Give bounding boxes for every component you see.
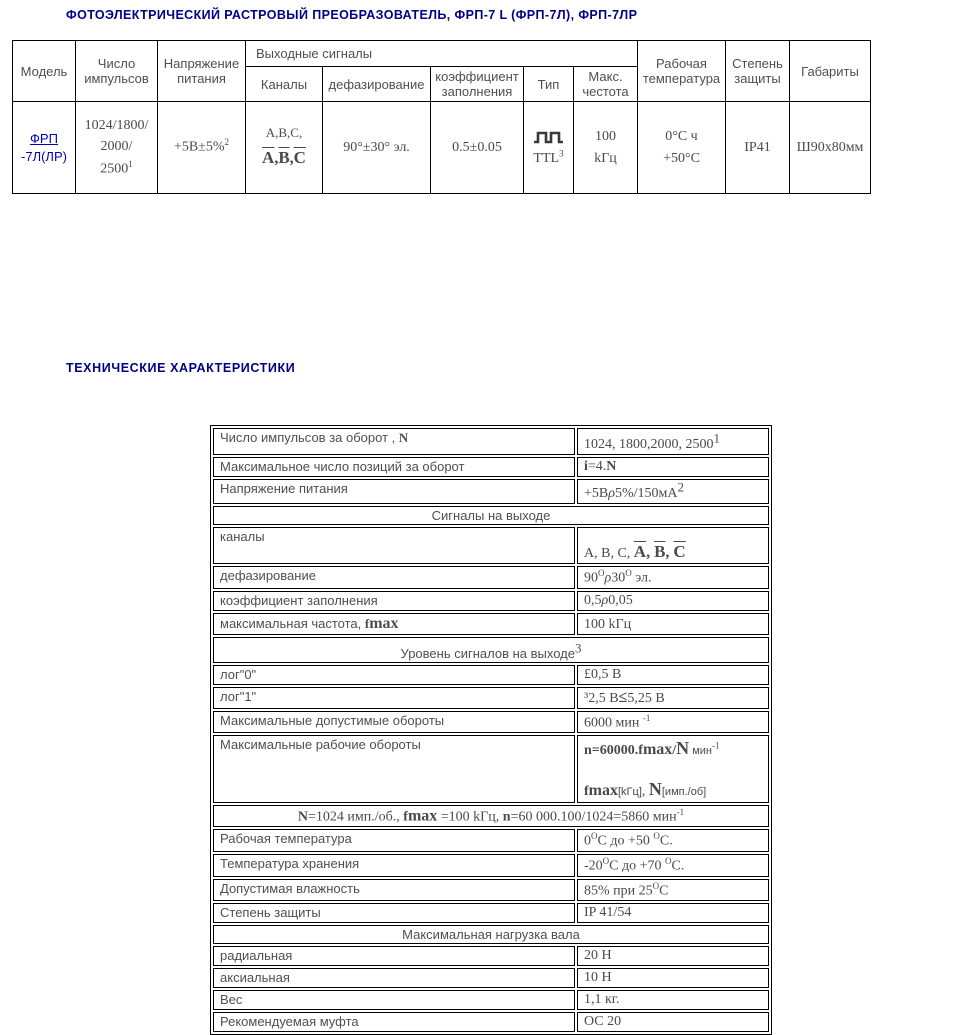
spec-value: ³2,5 В≤5,25 В: [577, 687, 769, 709]
spec-label: коэффициент заполнения: [213, 591, 575, 611]
header-duty-cycle: коэффициент заполнения: [431, 67, 524, 102]
spec-label: лог"1": [213, 687, 575, 709]
tech-row: [213, 925, 769, 944]
spec-label: Напряжение питания: [213, 479, 575, 504]
header-dephasing: дефазирование: [323, 67, 431, 102]
spec-value: n=60000.fmax/N мин$^{-1}$ fmax[kГц], N[имп./об]: [577, 735, 769, 803]
tech-row: [213, 854, 769, 877]
spec-label: Число импульсов за оборот , N: [213, 428, 575, 455]
tech-row: [213, 990, 769, 1010]
spec-value: $-20^OC$ до +70 $^O$C.: [577, 854, 769, 877]
spec-value: 10 Н: [577, 968, 769, 988]
header-model: Модель: [13, 41, 76, 102]
spec-value: 1024, 1800,2000, 25001: [577, 428, 769, 455]
spec-label: Максимальные рабочие обороты: [213, 735, 575, 803]
tech-row: [213, 527, 769, 564]
spec-label: Допустимая влажность: [213, 879, 575, 902]
tech-row: [213, 968, 769, 988]
spec-label: Температура хранения: [213, 854, 575, 877]
dimensions-value: Ш90х80мм: [790, 102, 871, 194]
spec-label: Рабочая температура: [213, 829, 575, 852]
tech-characteristics-heading: ТЕХНИЧЕСКИЕ ХАРАКТЕРИСТИКИ: [66, 361, 296, 375]
model-cell: [13, 102, 76, 194]
spec-value: A, B, C, $\overline{A}$, $\overline{B}$, $\overline{C}$: [577, 527, 769, 564]
spec-value: 1,1 кг.: [577, 990, 769, 1010]
tech-row: [213, 479, 769, 504]
pulses-value: 1024/1800/ 2000/ 2500$^1$: [76, 102, 158, 194]
spec-value: 0,5ρ0,05: [577, 591, 769, 611]
header-protection: Степень защиты: [726, 41, 790, 102]
model-suffix: -7Л(ЛР): [21, 148, 67, 164]
tech-row: [213, 946, 769, 966]
spec-value: $90^O\rho 30^O$ эл.: [577, 566, 769, 589]
section-header: Уровень сигналов на выходе3: [213, 637, 769, 663]
dephasing-value: 90°±30° эл.: [323, 102, 431, 194]
tech-row: [213, 613, 769, 635]
max-frequency-value: 100 kГц: [574, 102, 638, 194]
spec-value: 85% при $25^OC$: [577, 879, 769, 902]
spec-value: ОС 20: [577, 1012, 769, 1032]
spec-label: Вес: [213, 990, 575, 1010]
tech-row: [213, 879, 769, 902]
spec-label: максимальная частота, fmax: [213, 613, 575, 635]
spec-label: радиальная: [213, 946, 575, 966]
duty-cycle-value: 0.5±0.05: [431, 102, 524, 194]
work-temp-value: 0°C ч +50°C: [638, 102, 726, 194]
spec-label: дефазирование: [213, 566, 575, 589]
tech-row: [213, 506, 769, 525]
tech-row: [213, 805, 769, 828]
tech-row: [213, 637, 769, 663]
tech-row: [213, 711, 769, 734]
tech-table-body: [213, 428, 769, 1032]
tech-row: [213, 735, 769, 803]
header-max-frequency: Макс. честота: [574, 67, 638, 102]
tech-row: [213, 566, 769, 589]
voltage-value: +5В±5%$^2$: [158, 102, 246, 194]
section-header: Максимальная нагрузка вала: [213, 925, 769, 944]
spec-label: Рекомендуемая муфта: [213, 1012, 575, 1032]
spec-label: лог"0": [213, 665, 575, 685]
spec-value: $0^OC$ до +50 $^O$C.: [577, 829, 769, 852]
tech-row: [213, 687, 769, 709]
spec-value: IP 41/54: [577, 903, 769, 923]
header-channels: Каналы: [246, 67, 323, 102]
spec-label: Максимальное число позиций за оборот: [213, 457, 575, 477]
signal-type-cell: [524, 102, 574, 194]
tech-row: [213, 591, 769, 611]
page-title: ФОТОЭЛЕКТРИЧЕСКИЙ РАСТРОВЫЙ ПРЕОБРАЗОВАТЕЛЬ, ФРП-7 L (ФРП-7Л), ФРП-7ЛР: [66, 8, 638, 22]
spec-summary-table: [12, 40, 871, 194]
tech-row: [213, 428, 769, 455]
tech-characteristics-table: [210, 425, 772, 1035]
spec-label: каналы: [213, 527, 575, 564]
spec-value: 20 Н: [577, 946, 769, 966]
signal-type-value: TTL$^3$: [533, 148, 564, 166]
header-dimensions: Габариты: [790, 41, 871, 102]
header-voltage: Напряжение питания: [158, 41, 246, 102]
protection-value: IP41: [726, 102, 790, 194]
header-work-temp: Рабочая температура: [638, 41, 726, 102]
tech-row: [213, 665, 769, 685]
model-link[interactable]: ФРП: [30, 130, 58, 146]
spec-label: Максимальные допустимые обороты: [213, 711, 575, 734]
square-wave-icon: [532, 134, 566, 149]
spec-label: Степень защиты: [213, 903, 575, 923]
spec-label: аксиальная: [213, 968, 575, 988]
spec-value: i=4.N: [577, 457, 769, 477]
spec-value: 100 kГц: [577, 613, 769, 635]
spec-value: 6000 мин $^{-1}$: [577, 711, 769, 734]
header-output-signals: Выходные сигналы: [246, 41, 638, 67]
channels-value: A,B,C, $\overline{A},\overline{B},\overline{C}$: [246, 102, 323, 194]
formula-note: N=1024 имп./об., fmax =100 kГц, n=60 000.100/1024=5860 мин$^{-1}$: [213, 805, 769, 828]
spec-value: £0,5 В: [577, 665, 769, 685]
section-header: Сигналы на выходе: [213, 506, 769, 525]
header-type: Тип: [524, 67, 574, 102]
tech-row: [213, 457, 769, 477]
header-pulses: Число импульсов: [76, 41, 158, 102]
spec-value: +5Вρ5%/150мА2: [577, 479, 769, 504]
tech-row: [213, 1012, 769, 1032]
tech-row: [213, 829, 769, 852]
tech-row: [213, 903, 769, 923]
